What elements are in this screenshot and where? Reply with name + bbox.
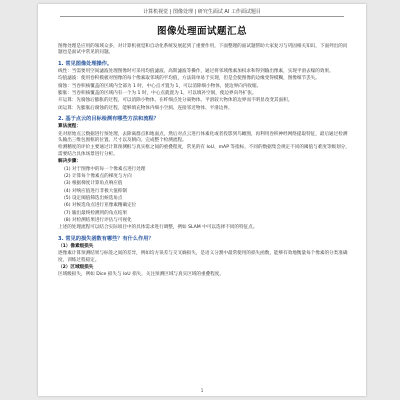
list-item: (2) 计算每个像素点的梯度与方向 bbox=[64, 173, 132, 179]
list-item: (8) 对检测结果进行评估与可视化 bbox=[64, 217, 132, 223]
section-1-paragraph: 闭运算：先膨胀后腐蚀的过程，能够填充物体内细小空洞、连接邻近物体、平滑边界。 bbox=[58, 105, 233, 111]
page-header: 计算机视觉 | 图像处理 | 研究生面试 AI 工作面试题目 bbox=[143, 9, 261, 15]
header-divider bbox=[60, 16, 344, 17]
section-1-paragraph: 腐蚀：当卷积核覆盖的区域内全部为 1 时，中心点才置为 1，可以消除细小物体，使边界向内收缩。 bbox=[58, 83, 262, 89]
list-item: (1) 对于图像中的每一个像素点进行处理 bbox=[64, 166, 146, 172]
section-3-subheading: （2）区域级损失 bbox=[58, 264, 94, 270]
section-1-paragraph: 均值滤波：使用卷积模板对图像的每个像素取邻域的平均值，方法简单易于实现，但是会使图像的边缘变得模糊，图像细节丢失。 bbox=[58, 76, 320, 82]
section-2-subheading: 算法流程： bbox=[58, 124, 81, 130]
section-1-paragraph: 膨胀：当卷积核覆盖的区域内有一个为 1 时，中心点就置为 1，可以填补空洞，使边界向外扩张。 bbox=[58, 91, 257, 97]
section-3-paragraph: 区域级损失，例如 Dice 损失与 IoU 损失，关注预测区域与真实区域的重叠程度。 bbox=[58, 272, 224, 278]
page-number: 1 bbox=[200, 389, 204, 394]
section-1-paragraph: 开运算：先腐蚀后膨胀的过程，可以消除小物体、在纤细点处分离物体、平滑较大物体的边界而不明显改变其面积。 bbox=[58, 98, 293, 104]
section-2-subheading: 解决步骤： bbox=[58, 159, 81, 165]
section-2-paragraph: 先对原始点云数据进行预处理，去除离群点和地面点，然后对点云进行体素化或者投影到鸟瞰图，再利用卷积神经网络提取特征，最后通过检测头输出三维包围框的位置、尺寸以及朝向，完成整个检测流程。 bbox=[58, 131, 348, 144]
section-2-paragraph: 上述的处理流程可以结合实际项目中的具体需求进行调整，例如 SLAM 中可以选择不同的特征点。 bbox=[58, 225, 258, 231]
document-body bbox=[58, 44, 350, 280]
section-3-paragraph: 逐像素计算预测结果与标签之间的差异，例如均方误差与交叉熵损失，是语义分割中最常使用的损失函数，能够有效地衡量每个像素的分类准确度，训练过程稳定。 bbox=[58, 251, 348, 263]
section-1-heading: 1. 常见图像处理操作。 bbox=[58, 60, 113, 67]
list-item: (6) 对候选角点进行亚像素精确定位 bbox=[64, 203, 137, 209]
list-item: (7) 输出最终检测到的角点结果 bbox=[64, 210, 128, 216]
document-page bbox=[38, 4, 366, 396]
list-item: (3) 根据梯度计算角点响应值 bbox=[64, 181, 123, 187]
list-item: (5) 设定阈值筛选出候选角点 bbox=[64, 195, 123, 201]
section-2-heading: 2. 基于点云的目标检测有哪些方法和流程？ bbox=[58, 116, 159, 123]
intro-paragraph: 图像处理是应用的领域众多，对计算机视觉和自动化系统发展起到了重要作用，下面整理的面试题帮助大家复习与巩固相关知识，下面列出的问题也是面试中常见的问题。 bbox=[58, 44, 348, 56]
section-1-paragraph: 线性：当需要用空间滤波处理图像时可采用均值滤波、高斯滤波等操作，通过将邻域像素加权求和得到输出像素，实现平滑去噪的效果。 bbox=[58, 69, 334, 75]
list-item: (4) 对响应值进行非极大值抑制 bbox=[64, 188, 128, 194]
document-title: 图像处理面试题汇总 bbox=[156, 26, 247, 37]
steps-list bbox=[58, 167, 350, 225]
section-3-subheading: （1）像素级损失 bbox=[58, 243, 94, 249]
section-3-heading: 3. 常见的损失函数有哪些？有什么作用？ bbox=[58, 235, 154, 242]
section-2-paragraph: 检测精度的评价主要通过计算预测框与真实框之间的重叠程度，常见的有 IoU、mAP 等指标，不同的数据集会规定不同的阈值与难度等级划分，需要结合具体场景进行分析。 bbox=[58, 145, 350, 157]
